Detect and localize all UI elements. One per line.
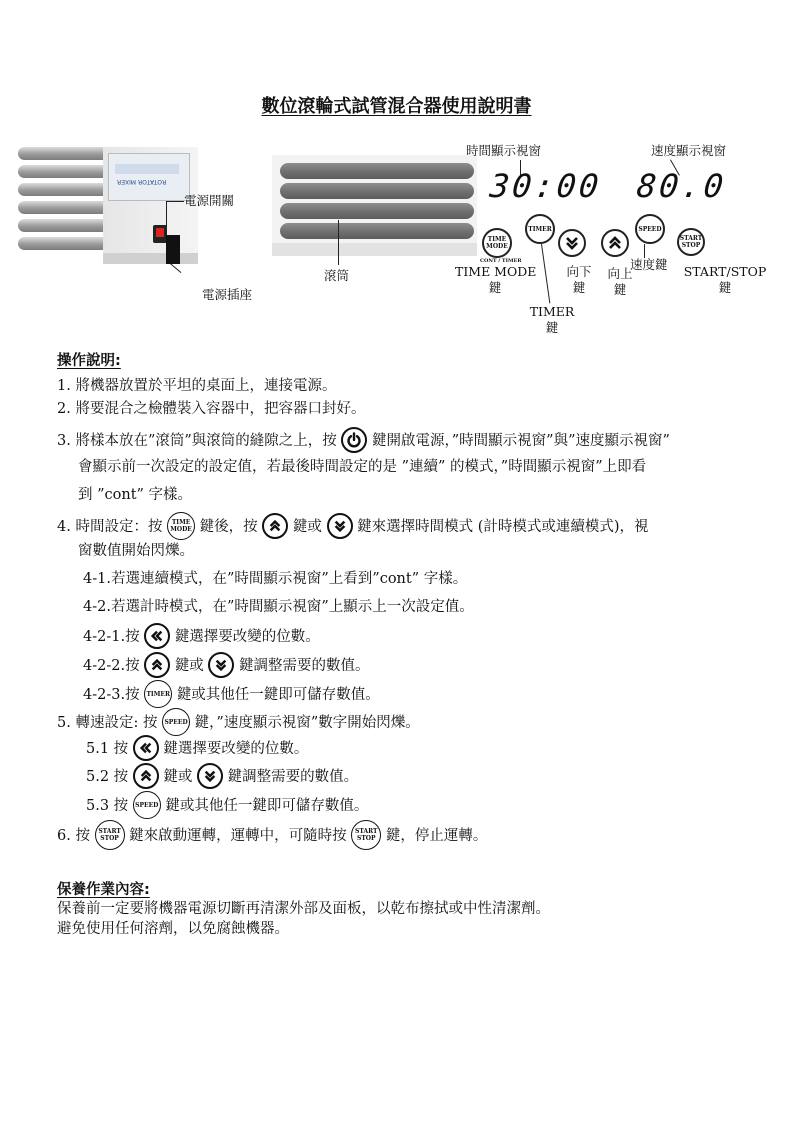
chevron-double-down-icon	[197, 763, 223, 789]
step-5-3: 5.3 按 SPEED 鍵或其他任一鍵即可儲存數值。	[86, 792, 368, 820]
device-side-photo	[18, 147, 198, 264]
chevron-double-left-icon	[144, 623, 170, 649]
up-button[interactable]	[601, 229, 629, 257]
step-2: 2. 將要混合之檢體裝入容器中，把容器口封好。	[57, 401, 366, 417]
power-switch[interactable]	[153, 225, 167, 243]
power-socket	[166, 235, 180, 264]
speed-window-label: 速度顯示視窗	[651, 143, 727, 158]
step-6: 6. 按 START STOP 鍵來啟動運轉，運轉中，可隨時按 START STOP 鍵，停止運轉。	[57, 821, 487, 851]
step-1: 1. 將機器放置於平坦的桌面上，連接電源。	[57, 378, 337, 394]
time-mode-sub-label: CONT / TIMER	[480, 258, 522, 264]
speed-icon-inline: SPEED	[133, 791, 161, 819]
speed-button[interactable]: SPEED	[635, 214, 665, 244]
maintenance-heading: 保養作業內容:	[57, 882, 150, 898]
roller-label: 滾筒	[324, 268, 350, 283]
time-mode-button[interactable]: TIME MODE	[482, 228, 512, 258]
start-stop-button[interactable]: START STOP	[677, 228, 705, 256]
step-4-2-2: 4-2-2.按 鍵或 鍵調整需要的數值。	[83, 653, 370, 679]
step-3-line-1: 3. 將樣本放在”滾筒”與滾筒的縫隙之上，按 鍵開啟電源，”時間顯示視窗”與”速度顯示視窗”	[57, 428, 670, 454]
start-stop-icon-inline: START STOP	[351, 820, 381, 850]
chevron-double-up-icon	[607, 235, 623, 251]
maintenance-line-2: 避免使用任何溶劑，以免腐蝕機器。	[57, 921, 289, 937]
chevron-double-down-icon	[564, 235, 580, 251]
chevron-double-left-icon	[133, 735, 159, 761]
power-icon	[346, 432, 362, 448]
speed-icon-inline: SPEED	[162, 708, 190, 736]
chevron-double-up-icon	[133, 763, 159, 789]
chevron-double-up-icon	[262, 513, 288, 539]
step-5: 5. 轉速設定: 按 SPEED 鍵，”速度顯示視窗”數字開始閃爍。	[57, 709, 420, 737]
page-title: 數位滾輪式試管混合器使用說明書	[261, 96, 532, 117]
step-4-line-1: 4. 時間設定：按 TIME MODE 鍵後，按 鍵或 鍵來選擇時間模式 (計時模式或連續模式)，視	[57, 513, 649, 541]
step-3-line-2: 會顯示前一次設定的設定值，若最後時間設定的是 ”連續” 的模式，”時間顯示視窗”上即看	[78, 459, 647, 475]
start-stop-icon-inline: START STOP	[95, 820, 125, 850]
step-4-2-3: 4-2-3.按 TIMER 鍵或其他任一鍵即可儲存數值。	[83, 681, 380, 709]
down-key-label: 向下 鍵	[566, 264, 592, 295]
speed-key-label: 速度鍵	[630, 257, 668, 272]
step-4-2: 4-2.若選計時模式，在”時間顯示視窗”上顯示上一次設定值。	[83, 599, 474, 615]
roller-photo	[272, 155, 477, 256]
step-5-2: 5.2 按 鍵或 鍵調整需要的數值。	[86, 764, 358, 790]
time-mode-icon-inline: TIME MODE	[167, 512, 195, 540]
timer-icon-inline: TIMER	[144, 680, 172, 708]
step-4-1: 4-1.若選連續模式，在”時間顯示視窗”上看到”cont” 字樣。	[83, 571, 468, 587]
device-brand-text: ROTATOR MIXER	[117, 178, 167, 185]
speed-display: 80.0	[635, 167, 729, 205]
time-mode-key-label: TIME MODE 鍵	[455, 264, 537, 295]
time-window-label: 時間顯示視窗	[466, 143, 542, 158]
step-5-1: 5.1 按 鍵選擇要改變的位數。	[86, 736, 308, 762]
power-switch-label: 電源開關	[184, 193, 235, 208]
timer-button[interactable]: TIMER	[525, 214, 555, 244]
step-4-line-2: 窗數值開始閃爍。	[78, 543, 194, 559]
step-4-2-1: 4-2-1.按 鍵選擇要改變的位數。	[83, 624, 320, 650]
maintenance-line-1: 保養前一定要將機器電源切斷再清潔外部及面板，以乾布擦拭或中性清潔劑。	[57, 901, 550, 917]
chevron-double-down-icon	[208, 652, 234, 678]
step-3-line-3: 到 ”cont” 字樣。	[78, 487, 193, 503]
power-socket-label: 電源插座	[202, 287, 253, 302]
timer-key-label: TIMER 鍵	[529, 304, 575, 335]
up-key-label: 向上 鍵	[607, 266, 633, 297]
down-button[interactable]	[558, 229, 586, 257]
chevron-double-down-icon	[327, 513, 353, 539]
power-icon-inline	[341, 427, 367, 453]
operation-heading: 操作說明:	[57, 353, 121, 369]
start-stop-key-label: START/STOP 鍵	[683, 264, 767, 295]
chevron-double-up-icon	[144, 652, 170, 678]
time-display: 30:00	[488, 167, 604, 205]
